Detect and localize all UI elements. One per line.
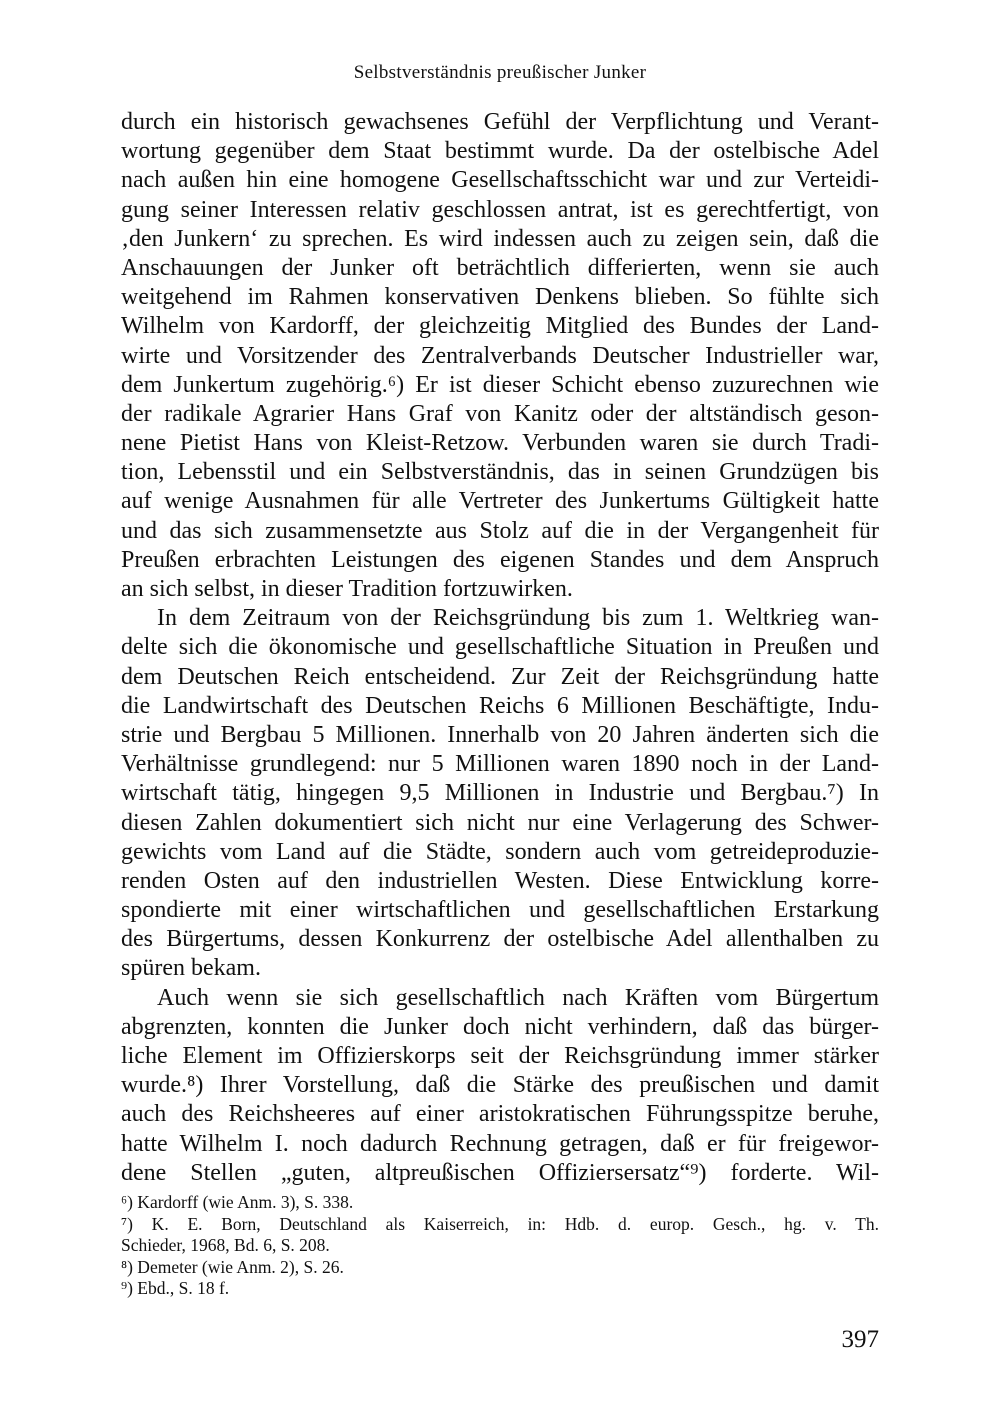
- text-line: Verhältnisse grundlegend: nur 5 Millionen waren 1890 noch in der Land-: [121, 751, 879, 778]
- text-line: renden Osten auf den industriellen Westen. Diese Entwicklung korre-: [121, 867, 879, 894]
- text-line: dem Deutschen Reich entscheidend. Zur Zeit der Reichsgründung hatte: [121, 663, 879, 690]
- text-line: des Bürgertums, dessen Konkurrenz der ostelbische Adel allenthalben zu: [121, 926, 879, 953]
- text-line: die Landwirtschaft des Deutschen Reichs 6 Millionen Beschäftigte, Indu-: [121, 692, 879, 719]
- text-line: spüren bekam.: [121, 955, 261, 982]
- text-line: nene Pietist Hans von Kleist-Retzow. Verbunden waren sie durch Tradi-: [121, 430, 879, 457]
- text-line: wortung gegenüber dem Staat bestimmt wurde. Da der ostelbische Adel: [121, 138, 879, 165]
- text-line: spondierte mit einer wirtschaftlichen und gesellschaftlichen Erstarkung: [121, 897, 879, 924]
- text-line: der radikale Agrarier Hans Graf von Kanitz oder der altständisch geson-: [121, 400, 879, 427]
- text-line: abgrenzten, konnten die Junker doch nicht verhindern, daß das bürger-: [121, 1013, 879, 1040]
- body-text: [121, 108, 879, 1188]
- text-line: hatte Wilhelm I. noch dadurch Rechnung getragen, daß er für freigewor-: [121, 1130, 879, 1157]
- paragraph-3: [121, 984, 879, 1188]
- text-line: Preußen erbrachten Leistungen des eigenen Standes und dem Anspruch: [121, 546, 879, 573]
- text-line: Wilhelm von Kardorff, der gleichzeitig Mitglied des Bundes der Land-: [121, 313, 879, 340]
- text-line: durch ein historisch gewachsenes Gefühl der Verpflichtung und Verant-: [121, 109, 879, 135]
- text-line: In dem Zeitraum von der Reichsgründung bis zum 1. Weltkrieg wan-: [157, 605, 879, 632]
- text-line: wirte und Vorsitzender des Zentralverbands Deutscher Industrieller war,: [121, 342, 879, 369]
- paragraph-2: [121, 604, 879, 983]
- page-number: 397: [841, 1326, 879, 1353]
- text-line: gewichts vom Land auf die Städte, sondern auch vom getreideproduzie-: [121, 838, 879, 865]
- paragraph-1: [121, 108, 879, 604]
- footnote-8: ⁸) Demeter (wie Anm. 2), S. 26.: [121, 1256, 344, 1277]
- text-line: ‚den Junkern‘ zu sprechen. Es wird indessen auch zu zeigen sein, daß die: [121, 225, 879, 252]
- footnote-7: ⁷) K. E. Born, Deutschland als Kaiserreich, in: Hdb. d. europ. Gesch., hg. v. Th.: [121, 1213, 879, 1234]
- text-line: und das sich zusammensetzte aus Stolz auf die in der Vergangenheit für: [121, 517, 879, 544]
- text-line: dene Stellen „guten, altpreußischen Offiziersersatz“⁹) forderte. Wil-: [121, 1159, 879, 1186]
- text-line: delte sich die ökonomische und gesellschaftliche Situation in Preußen und: [121, 634, 879, 661]
- text-line: nach außen hin eine homogene Gesellschaftsschicht war und zur Verteidi-: [121, 167, 879, 194]
- footnote-9: ⁹) Ebd., S. 18 f.: [121, 1278, 230, 1298]
- text-line: weitgehend im Rahmen konservativen Denkens blieben. So fühlte sich: [121, 284, 879, 311]
- text-line: liche Element im Offizierskorps seit der Reichsgründung immer stärker: [121, 1043, 879, 1069]
- footnotes: [121, 1192, 879, 1300]
- text-line: Anschauungen der Junker oft beträchtlich differierten, wenn sie auch: [121, 254, 879, 281]
- text-line: gung seiner Interessen relativ geschlossen antrat, ist es gerechtfertigt, von: [121, 196, 879, 223]
- text-line: Auch wenn sie sich gesellschaftlich nach Kräften vom Bürgertum: [157, 984, 879, 1011]
- text-line: diesen Zahlen dokumentiert sich nicht nur eine Verlagerung des Schwer-: [121, 809, 879, 836]
- text-line: an sich selbst, in dieser Tradition fortzuwirken.: [121, 576, 573, 602]
- text-line: strie und Bergbau 5 Millionen. Innerhalb von 20 Jahren änderten sich die: [121, 721, 879, 748]
- text-line: tion, Lebensstil und ein Selbstverständnis, das in seinen Grundzügen bis: [121, 459, 879, 486]
- footnote-6: ⁶) Kardorff (wie Anm. 3), S. 338.: [121, 1192, 354, 1212]
- text-line: dem Junkertum zugehörig.⁶) Er ist dieser Schicht ebenso zuzurechnen wie: [121, 371, 879, 398]
- footnote-7-continued: Schieder, 1968, Bd. 6, S. 208.: [121, 1235, 330, 1255]
- text-line: auch des Reichsheeres auf einer aristokratischen Führungsspitze beruhe,: [121, 1101, 879, 1128]
- text-line: wirtschaft tätig, hingegen 9,5 Millionen in Industrie und Bergbau.⁷) In: [121, 780, 879, 807]
- running-head: Selbstverständnis preußischer Junker: [353, 62, 647, 83]
- text-line: wurde.⁸) Ihrer Vorstellung, daß die Stärke des preußischen und damit: [121, 1072, 879, 1099]
- text-line: auf wenige Ausnahmen für alle Vertreter des Junkertums Gültigkeit hatte: [121, 488, 879, 515]
